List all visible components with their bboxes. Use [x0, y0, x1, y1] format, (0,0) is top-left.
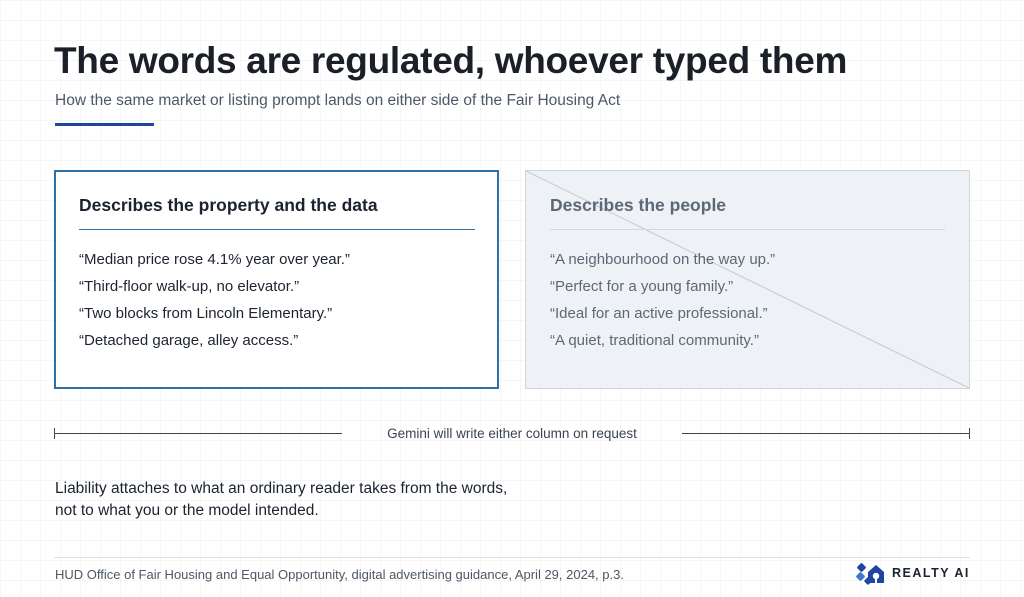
range-note: Gemini will write either column on request [387, 426, 637, 441]
liability-statement [55, 478, 507, 522]
footer-divider [54, 557, 970, 558]
page-subtitle: How the same market or listing prompt lands on either side of the Fair Housing Act [55, 92, 621, 109]
page-title: The words are regulated, whoever typed them [54, 40, 848, 81]
brand-lockup [856, 558, 970, 588]
people-quote-list [550, 246, 775, 354]
liability-line-2: not to what you or the model intended. [55, 502, 319, 519]
liability-line-1: Liability attaches to what an ordinary reader takes from the words, [55, 480, 508, 497]
quote-item: “Third-floor walk-up, no elevator.” [79, 278, 300, 295]
quote-item: “A neighbourhood on the way up.” [550, 251, 776, 268]
property-column-heading: Describes the property and the data [79, 195, 378, 215]
people-column-divider [550, 229, 945, 230]
source-citation: HUD Office of Fair Housing and Equal Opportunity, digital advertising guidance, April 29, 2024, p.3. [55, 567, 624, 582]
bracket-right-tick [969, 428, 970, 439]
quote-item: “A quiet, traditional community.” [550, 332, 759, 349]
property-quote-list [79, 246, 350, 354]
bracket-right-line [682, 433, 970, 434]
title-accent-bar [55, 123, 154, 126]
property-column-divider [79, 229, 475, 230]
quote-item: “Median price rose 4.1% year over year.” [79, 251, 350, 268]
quote-item: “Perfect for a young family.” [550, 278, 734, 295]
people-column [525, 170, 970, 389]
people-column-heading: Describes the people [550, 195, 727, 215]
quote-item: “Detached garage, alley access.” [79, 332, 299, 349]
realty-ai-logo-icon [856, 559, 888, 587]
quote-item: “Two blocks from Lincoln Elementary.” [79, 305, 333, 322]
quote-item: “Ideal for an active professional.” [550, 305, 768, 322]
property-data-column [54, 170, 499, 389]
brand-name: REALTY AI [892, 566, 970, 580]
range-bracket [54, 425, 970, 443]
